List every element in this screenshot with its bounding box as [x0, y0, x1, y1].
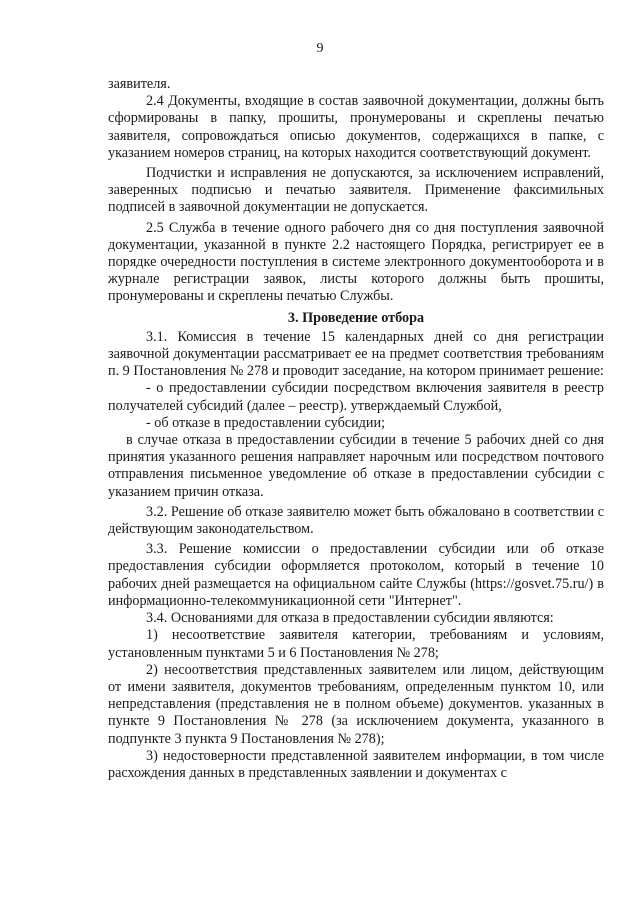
section-heading: 3. Проведение отбора [287, 309, 425, 326]
list-item-grant-decision: - о предоставлении субсидии посредством включения заявителя в реестр получателей субсидий (далее – реестр). утверждаемый Службой, [108, 380, 604, 414]
list-item-refusal-decision: - об отказе в предоставлении субсидии; [146, 414, 386, 431]
paragraph-corrections: Подчистки и исправления не допускаются, за исключением исправлений, заверенных подписью и печатью заявителя. Применение факсимильных подписей в заявочной документации не допускается. [108, 165, 604, 216]
paragraph-continuation: заявителя. [108, 76, 171, 92]
paragraph-3-1: 3.1. Комиссия в течение 15 календарных дней со дня регистрации заявочной документации рассматривает ее на предмет соответствия требованиям п. 9 Постановления № 278 и проводит заседание, на котором принимает решение: [108, 328, 604, 380]
document-body [108, 76, 604, 782]
paragraph-3-3: 3.3. Решение комиссии о предоставлении субсидии или об отказе предоставления субсидии оформляется протоколом, который в течение 10 рабочих дней размещается на официальном сайте Службы (https://gosvet.75.ru/) в информационно-телекоммуникационной сети "Интернет". [108, 541, 604, 609]
list-item-2: 2) несоответствия представленных заявителем или лицом, действующим от имени заявителя, документов требованиям, определенным пунктом 10, или непредставления (представления не в полном объеме) документов. указанных в пункте 9 Постановления № 278 (за исключением документа, указанного в подпункте 3 пункта 9 Постановления № 278); [108, 661, 604, 747]
paragraph-2-4: 2.4 Документы, входящие в состав заявочной документации, должны быть сформированы в папку, прошиты, пронумерованы и скреплены печатью заявителя, сопровождаться описью документов, содержащихся в папке, с указанием номеров страниц, на которых находится соответствующий документ. [108, 93, 604, 161]
paragraph-3-2: 3.2. Решение об отказе заявителю может быть обжаловано в соответствии с действующим законодательством. [108, 503, 604, 538]
paragraph-3-4: 3.4. Основаниями для отказа в предоставлении субсидии являются: [146, 610, 554, 627]
list-item-3: 3) недостоверности представленной заявителем информации, в том числе расхождения данных в представленных заявлении и документах с [108, 747, 604, 781]
page-number: 9 [316, 41, 324, 56]
list-item-1: 1) несоответствие заявителя категории, требованиям и условиям, установленным пунктами 5 и 6 Постановления № 278; [108, 627, 604, 661]
paragraph-refusal-notice: в случае отказа в предоставлении субсидии в течение 5 рабочих дней со дня принятия указанного решения направляет нарочным или посредством почтового отправления письменное уведомление об отказе в предоставлении субсидии с указанием причин отказа. [108, 432, 604, 500]
paragraph-2-5: 2.5 Служба в течение одного рабочего дня со дня поступления заявочной документации, указанной в пункте 2.2 настоящего Порядка, регистрирует ее в порядке очередности поступления в системе электронного документооборота и в журнале регистрации заявок, листы которого должны быть прошиты, пронумерованы и скреплены печатью Службы. [108, 219, 604, 305]
